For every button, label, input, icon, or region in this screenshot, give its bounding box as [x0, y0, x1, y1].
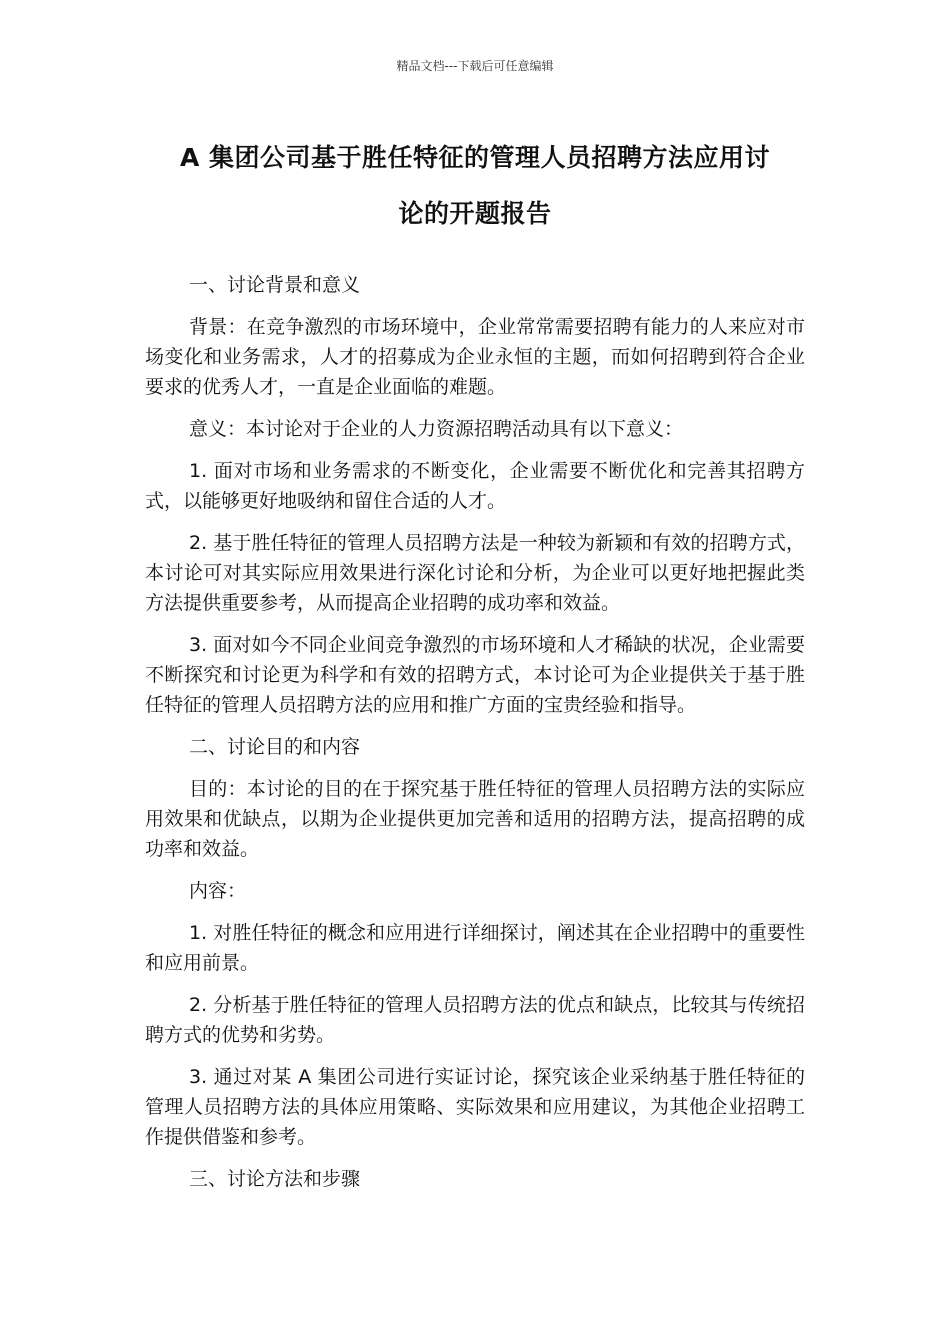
section-2-content-label: 内容：	[189, 880, 247, 902]
section-1-heading: 一、讨论背景和意义	[189, 274, 361, 296]
section-1-item-3: 3. 面对如今不同企业间竞争激烈的市场环境和人才稀缺的状况，企业需要不断探究和讨论更为科学和有效的招聘方式，本讨论可为企业提供关于基于胜任特征的管理人员招聘方法的应用和推广方面的宝贵经验和指导。	[145, 634, 805, 716]
title-line-2: 论的开题报告	[398, 199, 552, 228]
section-1-significance: 意义：本讨论对于企业的人力资源招聘活动具有以下意义：	[189, 418, 684, 440]
section-2-heading: 二、讨论目的和内容	[189, 736, 361, 758]
header-note: 精品文档---下载后可任意编辑	[396, 59, 554, 73]
document-body	[145, 270, 805, 1206]
title-line-1: A 集团公司基于胜任特征的管理人员招聘方法应用讨	[179, 143, 771, 172]
section-1-background: 背景：在竞争激烈的市场环境中，企业常常需要招聘有能力的人来应对市场变化和业务需求，人才的招募成为企业永恒的主题，而如何招聘到符合企业要求的优秀人才，一直是企业面临的难题。	[145, 316, 805, 398]
section-2-item-2: 2. 分析基于胜任特征的管理人员招聘方法的优点和缺点，比较其与传统招聘方式的优势和劣势。	[145, 994, 805, 1046]
document-title	[140, 130, 810, 242]
section-3-heading: 三、讨论方法和步骤	[189, 1168, 361, 1190]
section-1-item-1: 1. 面对市场和业务需求的不断变化，企业需要不断优化和完善其招聘方式，以能够更好地吸纳和留住合适的人才。	[145, 460, 805, 512]
section-2-item-1: 1. 对胜任特征的概念和应用进行详细探讨，阐述其在企业招聘中的重要性和应用前景。	[145, 922, 805, 974]
section-2-goal: 目的：本讨论的目的在于探究基于胜任特征的管理人员招聘方法的实际应用效果和优缺点，以期为企业提供更加完善和适用的招聘方法，提高招聘的成功率和效益。	[145, 778, 805, 860]
section-2-item-3: 3. 通过对某 A 集团公司进行实证讨论，探究该企业采纳基于胜任特征的管理人员招聘方法的具体应用策略、实际效果和应用建议，为其他企业招聘工作提供借鉴和参考。	[145, 1066, 805, 1148]
section-1-item-2: 2. 基于胜任特征的管理人员招聘方法是一种较为新颖和有效的招聘方式，本讨论可对其实际应用效果进行深化讨论和分析，为企业可以更好地把握此类方法提供重要参考，从而提高企业招聘的成功率和效益。	[145, 532, 805, 614]
